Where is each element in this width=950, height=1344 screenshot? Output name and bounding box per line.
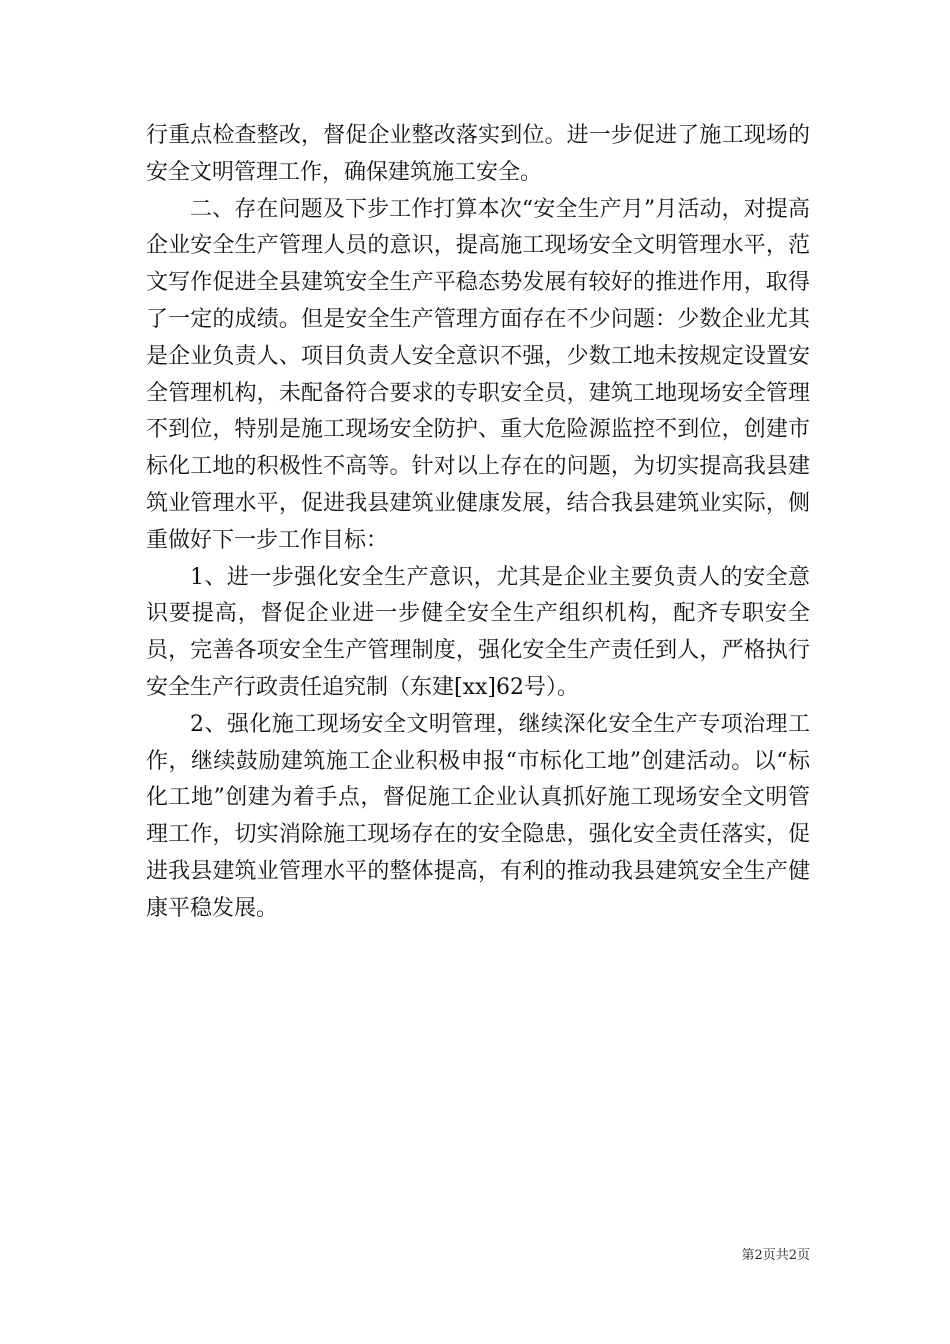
page-number: 第2页共2页: [741, 1248, 810, 1263]
paragraph-problems-and-plans: 二、存在问题及下步工作打算本次“安全生产月”月活动，对提高企业安全生产管理人员的意识，提高施工现场安全文明管理水平，范文写作促进全县建筑安全生产平稳态势发展有较好的推进作用，取得了一定的成绩。但是安全生产管理方面存在不少问题：少数企业尤其是企业负责人、项目负责人安全意识不强，少数工地未按规定设置安全管理机构，未配备符合要求的专职安全员，建筑工地现场安全管理不到位，特别是施工现场安全防护、重大危险源监控不到位，创建市标化工地的积极性不高等。针对以上存在的问题，为切实提高我县建筑业管理水平，促进我县建筑业健康发展，结合我县建筑业实际，侧重做好下一步工作目标：: [146, 196, 810, 553]
paragraph-continuation: 行重点检查整改，督促企业整改落实到位。进一步促进了施工现场的安全文明管理工作，确保建筑施工安全。: [146, 123, 810, 185]
paragraph-item-1: 1、进一步强化安全生产意识，尤其是企业主要负责人的安全意识要提高，督促企业进一步健全安全生产组织机构，配齐专职安全员，完善各项安全生产管理制度，强化安全生产责任到人，严格执行安全生产行政责任追究制（东建[xx]62号）。: [146, 564, 810, 700]
document-body: [146, 118, 810, 928]
paragraph-item-2: 2、强化施工现场安全文明管理，继续深化安全生产专项治理工作，继续鼓励建筑施工企业积极申报“市标化工地”创建活动。以“标化工地”创建为着手点，督促施工企业认真抓好施工现场安全文明管理工作，切实消除施工现场存在的安全隐患，强化安全责任落实，促进我县建筑业管理水平的整体提高，有利的推动我县建筑安全生产健康平稳发展。: [146, 711, 810, 921]
